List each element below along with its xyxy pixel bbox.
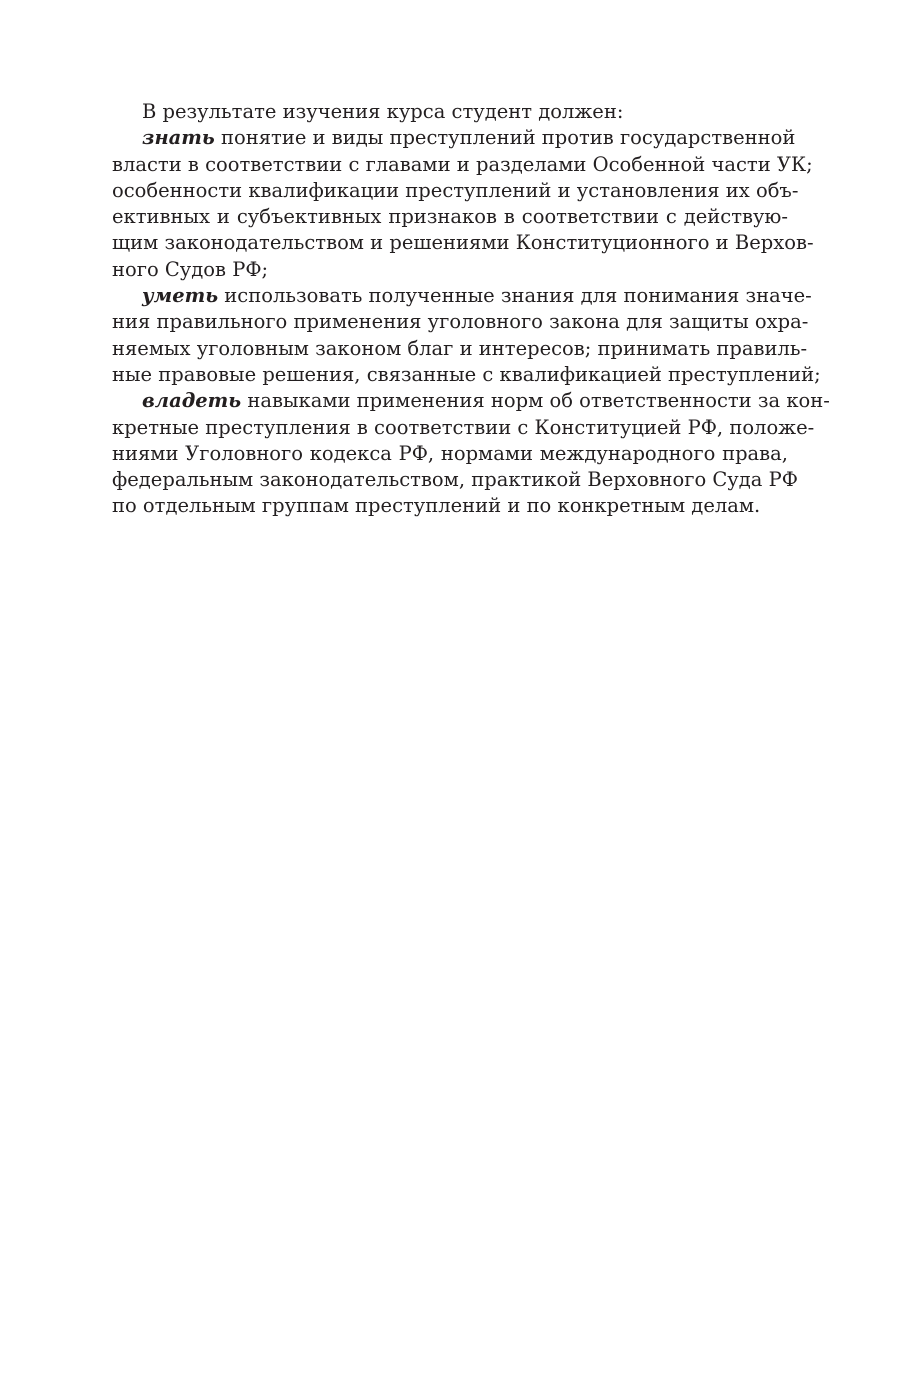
skill-line-1-text: использовать полученные знания для понимания значе- — [218, 284, 812, 308]
skill-line-3: няемых уголовным законом благ и интересов; принимать правиль- — [112, 336, 808, 360]
master-paragraph-line-1 — [112, 388, 830, 414]
know-line-1-text: понятие и виды преступлений против государственной — [214, 126, 796, 150]
skill-paragraph-line-1 — [112, 283, 812, 309]
master-keyword: владеть — [142, 389, 242, 413]
master-line-3: ниями Уголовного кодекса РФ, нормами международного права, — [112, 441, 788, 465]
master-line-5: по отдельным группам преступлений и по конкретным делам. — [112, 494, 761, 518]
know-line-3: особенности квалификации преступлений и установления их объ- — [112, 178, 799, 202]
skill-line-4: ные правовые решения, связанные с квалификацией преступлений; — [112, 362, 821, 386]
know-line-6: ного Судов РФ; — [112, 257, 269, 281]
skill-line-2: ния правильного применения уголовного закона для защиты охра- — [112, 310, 809, 334]
intro-line: В результате изучения курса студент должен: — [142, 100, 624, 123]
know-line-5: щим законодательством и решениями Конституционного и Верхов- — [112, 231, 814, 255]
know-line-2: власти в соответствии с главами и разделами Особенной части УК; — [112, 152, 813, 176]
know-paragraph-line-1 — [112, 125, 796, 151]
master-line-1-text: навыками применения норм об ответственности за кон- — [241, 389, 830, 413]
know-keyword: знать — [142, 126, 215, 150]
skill-keyword: уметь — [142, 284, 219, 308]
master-line-4: федеральным законодательством, практикой Верховного Суда РФ — [112, 468, 798, 492]
competencies-text — [112, 99, 830, 520]
master-line-2: кретные преступления в соответствии с Конституцией РФ, положе- — [112, 415, 815, 439]
know-line-4: ективных и субъективных признаков в соответствии с действую- — [112, 205, 788, 229]
